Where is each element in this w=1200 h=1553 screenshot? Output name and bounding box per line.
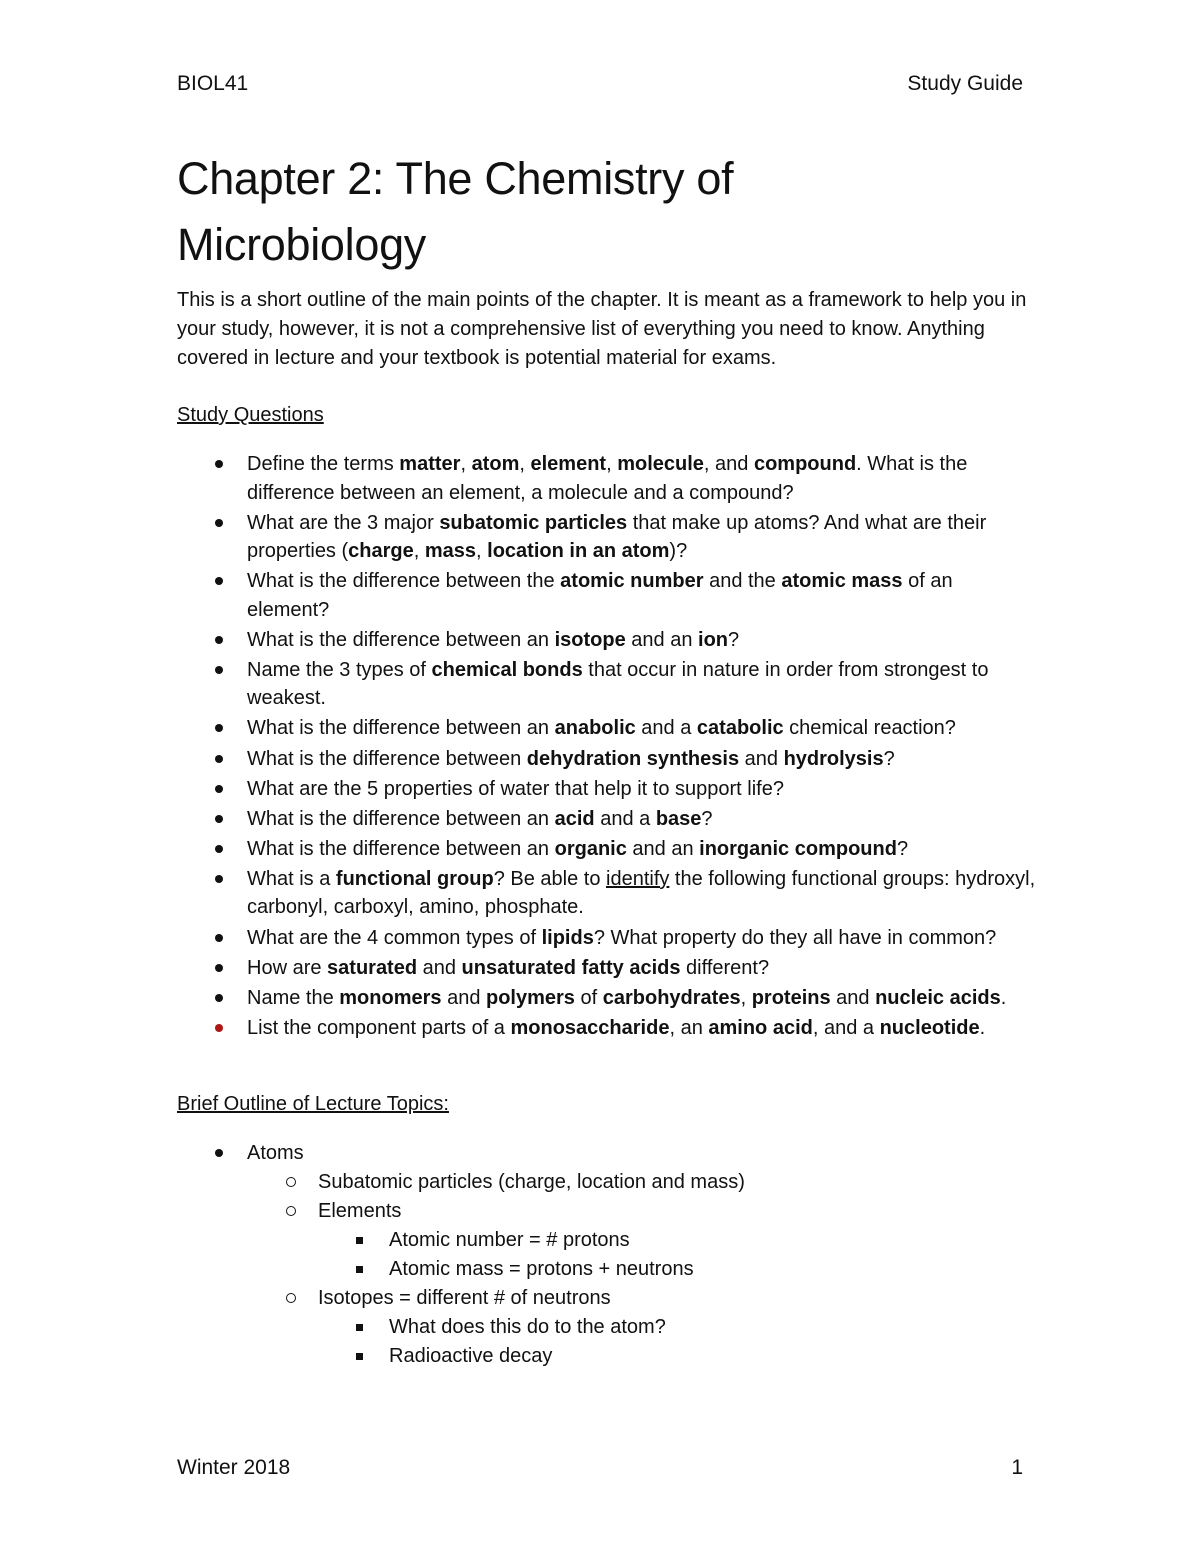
question-text: that occur in nature in order from strongest to weakest. <box>247 658 989 710</box>
question-text: What are the 5 properties of water that help it to support life? <box>247 777 784 800</box>
question-text: and <box>417 956 462 979</box>
page-title <box>177 146 1037 278</box>
question-text: ? <box>728 628 740 651</box>
question-text: proteins <box>751 986 831 1009</box>
question-text: the following functional groups: hydroxyl, carbonyl, carboxyl, amino, phosphate. <box>247 867 1036 919</box>
question-text: , and a <box>812 1016 880 1039</box>
question-text: hydrolysis <box>783 747 884 770</box>
bullet-icon <box>215 815 223 823</box>
question-text: nucleotide <box>879 1016 980 1039</box>
circle-bullet-icon <box>286 1206 296 1216</box>
question-item <box>177 775 1037 804</box>
question-item <box>177 509 1037 566</box>
bullet-icon <box>215 1149 223 1157</box>
question-text: matter <box>399 453 461 475</box>
question-text: , <box>606 453 618 475</box>
question-text: functional group <box>335 867 494 890</box>
question-text: Name the 3 types of <box>247 658 432 681</box>
question-item <box>177 835 1037 864</box>
bullet-icon <box>215 1024 223 1032</box>
question-text: What are the 3 major <box>247 511 440 534</box>
question-text: charge <box>348 540 414 563</box>
header-doc-type: Study Guide <box>907 72 1023 95</box>
question-item <box>177 924 1037 953</box>
question-text: What is a <box>247 867 336 890</box>
bullet-icon <box>215 666 223 674</box>
question-text: , <box>413 540 425 563</box>
main-content <box>177 146 1037 1371</box>
question-text: of <box>574 986 603 1009</box>
outline-item <box>177 1342 1037 1371</box>
question-text: and the <box>703 570 782 593</box>
question-text: compound <box>753 453 857 475</box>
question-text: )? <box>669 540 688 563</box>
question-text: , <box>740 986 752 1009</box>
question-text: and a <box>594 807 656 830</box>
question-text: lipids <box>541 926 594 949</box>
question-text: ? Be able to <box>493 867 606 890</box>
bullet-icon <box>215 636 223 644</box>
question-item <box>177 1014 1037 1043</box>
question-text: subatomic particles <box>439 511 628 534</box>
question-item <box>177 865 1037 922</box>
bullet-icon <box>215 785 223 793</box>
question-text: What is the difference between an <box>247 717 555 740</box>
outline-text: What does this do to the atom? <box>389 1316 666 1339</box>
question-text: unsaturated fatty acids <box>461 956 681 979</box>
question-text: monosaccharide <box>510 1016 670 1039</box>
bullet-icon <box>215 934 223 942</box>
bullet-icon <box>215 519 223 527</box>
square-bullet-icon <box>356 1324 363 1331</box>
question-text: ? <box>883 747 895 770</box>
question-text: different? <box>680 956 770 979</box>
outline-item <box>177 1197 1037 1226</box>
question-text: anabolic <box>554 717 636 740</box>
outline-heading: Brief Outline of Lecture Topics: <box>177 1093 449 1116</box>
question-text: and a <box>635 717 697 740</box>
question-text: ? <box>701 807 713 830</box>
footer-page-number: 1 <box>1011 1456 1023 1479</box>
outline-text: Radioactive decay <box>389 1345 553 1368</box>
lecture-outline-list <box>177 1139 1037 1371</box>
question-item <box>177 450 1037 507</box>
question-text: ion <box>698 628 729 651</box>
question-text: Name the <box>247 986 340 1009</box>
title-line-1: Chapter 2: The Chemistry of <box>177 153 734 204</box>
question-text: identify <box>606 867 670 890</box>
study-questions-heading: Study Questions <box>177 404 324 426</box>
outline-text: Elements <box>318 1200 402 1223</box>
question-text: How are <box>247 956 328 979</box>
question-text: element <box>530 453 607 475</box>
outline-text: Atomic mass = protons + neutrons <box>389 1258 694 1281</box>
intro-paragraph: This is a short outline of the main points of the chapter. It is meant as a framework to help you in your study, however, it is not a comprehensive list of everything you need to know. Anything covered in lecture and your textbook is potential material for exams. <box>177 289 1027 369</box>
question-text: chemical reaction? <box>783 717 956 740</box>
outline-item <box>177 1139 1037 1168</box>
study-questions-list <box>177 450 1037 1042</box>
question-text: atomic mass <box>781 570 903 593</box>
outline-text: Atoms <box>247 1142 304 1165</box>
question-item <box>177 745 1037 774</box>
question-text: location in an atom <box>487 540 670 563</box>
question-text: polymers <box>486 986 575 1009</box>
question-item <box>177 805 1037 834</box>
question-text: and <box>739 747 784 770</box>
question-text: atom <box>471 453 520 475</box>
question-text: and <box>830 986 876 1009</box>
bullet-icon <box>215 875 223 883</box>
question-text: of an element? <box>247 570 953 621</box>
question-text: Define the terms <box>247 453 400 475</box>
question-text: . What is the difference between an element, a molecule and a compound? <box>247 453 968 504</box>
question-text: What is the difference between <box>247 747 527 770</box>
question-text: , <box>476 540 488 563</box>
question-text: , <box>519 453 531 475</box>
question-text: and an <box>625 628 699 651</box>
question-text: base <box>655 807 702 830</box>
question-text: What is the difference between an <box>247 837 555 860</box>
square-bullet-icon <box>356 1237 363 1244</box>
question-text: acid <box>554 807 595 830</box>
outline-text: Isotopes = different # of neutrons <box>318 1287 611 1310</box>
question-text: molecule <box>617 453 704 475</box>
question-text: ? <box>896 837 909 860</box>
question-text: , an <box>669 1016 709 1039</box>
outline-text: Subatomic particles (charge, location and mass) <box>318 1171 745 1194</box>
question-text: isotope <box>554 628 626 651</box>
outline-item <box>177 1168 1037 1197</box>
question-text: chemical bonds <box>431 658 583 681</box>
title-line-2: Microbiology <box>177 219 426 270</box>
circle-bullet-icon <box>286 1177 296 1187</box>
question-text: that make up atoms? And what are their properties ( <box>247 511 987 563</box>
outline-item <box>177 1226 1037 1255</box>
question-text: . <box>979 1016 986 1039</box>
question-text: . <box>1000 986 1007 1009</box>
question-item <box>177 626 1037 655</box>
bullet-icon <box>215 724 223 732</box>
header-course-code: BIOL41 <box>177 72 249 95</box>
question-text: What are the 4 common types of <box>247 926 542 949</box>
outline-item <box>177 1284 1037 1313</box>
question-text: , <box>460 453 472 475</box>
bullet-icon <box>215 577 223 585</box>
question-text: organic <box>554 837 627 860</box>
question-text: amino acid <box>708 1016 813 1039</box>
question-text: catabolic <box>696 717 784 740</box>
question-text: inorganic compound <box>699 837 897 860</box>
question-text: nucleic acids <box>875 986 1001 1009</box>
question-text: What is the difference between an <box>247 807 555 830</box>
bullet-icon <box>215 755 223 763</box>
question-text: What is the difference between an <box>247 628 555 651</box>
question-text: List the component parts of a <box>247 1016 511 1039</box>
circle-bullet-icon <box>286 1293 296 1303</box>
outline-item <box>177 1255 1037 1284</box>
square-bullet-icon <box>356 1266 363 1273</box>
outline-text: Atomic number = # protons <box>389 1229 630 1252</box>
square-bullet-icon <box>356 1353 363 1360</box>
question-text: monomers <box>339 986 442 1009</box>
outline-item <box>177 1313 1037 1342</box>
question-item <box>177 714 1037 743</box>
question-text: What is the difference between the <box>247 570 561 593</box>
footer-term: Winter 2018 <box>177 1456 291 1479</box>
question-text: mass <box>424 540 477 563</box>
question-text: saturated <box>327 956 418 979</box>
bullet-icon <box>215 845 223 853</box>
question-item <box>177 656 1037 713</box>
question-text: and an <box>626 837 700 860</box>
bullet-icon <box>215 964 223 972</box>
bullet-icon <box>215 460 223 468</box>
question-text: atomic number <box>560 570 704 593</box>
question-text: dehydration synthesis <box>526 747 740 770</box>
question-item <box>177 567 1037 624</box>
question-text: ? What property do they all have in common? <box>593 926 997 949</box>
bullet-icon <box>215 994 223 1002</box>
question-text: , and <box>703 453 754 475</box>
question-item <box>177 984 1037 1013</box>
question-text: carbohydrates <box>602 986 741 1009</box>
question-item <box>177 954 1037 983</box>
question-text: and <box>441 986 486 1009</box>
